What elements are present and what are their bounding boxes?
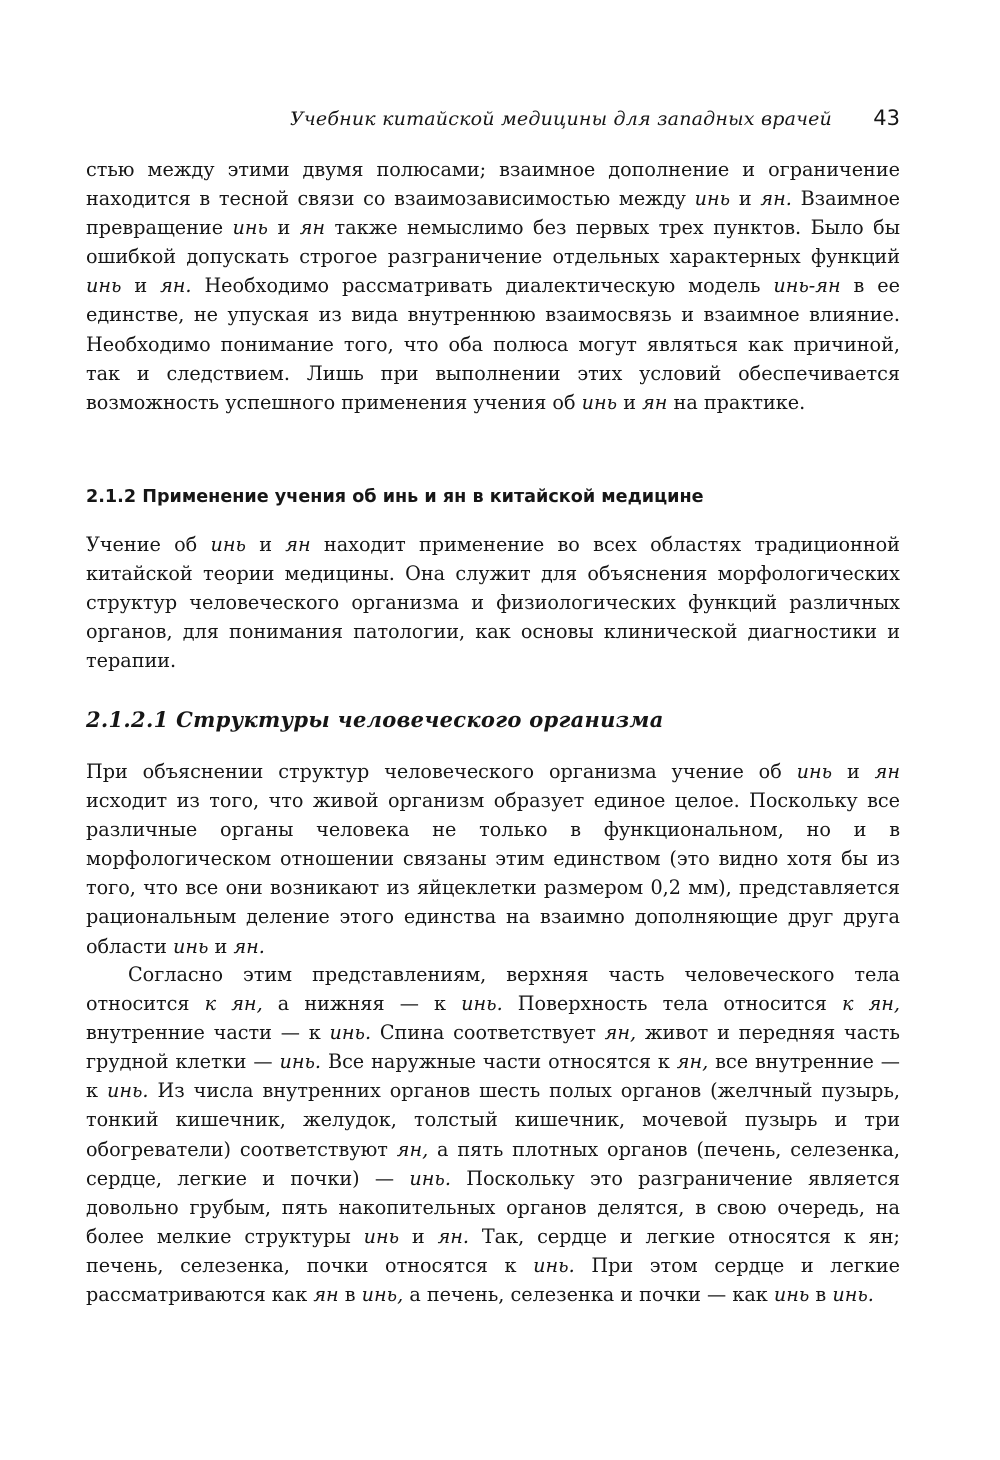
section-heading-2-1-2: 2.1.2 Применение учения об инь и ян в китайской медицине — [86, 487, 704, 507]
italic-term: инь. — [329, 1021, 372, 1045]
italic-term: ян, — [396, 1137, 429, 1161]
italic-term: инь. — [279, 1050, 322, 1074]
italic-term: инь. — [106, 1079, 149, 1103]
italic-term: ян. — [760, 187, 792, 211]
italic-term: ян, — [604, 1021, 637, 1045]
italic-term: инь. — [832, 1283, 874, 1307]
italic-term: инь — [232, 216, 268, 240]
italic-term: инь, — [361, 1283, 404, 1307]
paragraph-body-division: Согласно этим представлениям, верхняя часть человеческого тела относится к ян, а нижняя — к инь. Поверхность тела относится к ян, внутренние части — к инь. Спина соответствует ян, живот и передняя часть грудной клетки — инь. Все наружные части относятся к ян, все внутренние — к инь. Из числа внутренних органов шесть полых органов (желчный пузырь, тонкий кишечник, желудок, толстый кишечник, мочевой пузырь и три обогреватели) соответствуют ян, а пять плотных органов (печень, селезенка, сердце, легкие и почки) — инь. Поскольку это разграничение является довольно грубым, пять накопительных органов делятся, в свою очередь, на более мелкие структуры инь и ян. Так, сердце и легкие относятся к ян; печень, селезенка, почки относятся к инь. При этом сердце и легкие рассматриваются как ян в инь, а печень, селезенка и почки — как инь в инь. — [86, 963, 901, 1307]
italic-term: инь — [172, 934, 209, 958]
italic-term: ян — [299, 216, 326, 240]
italic-term: инь — [581, 390, 618, 414]
italic-term: ян — [642, 390, 668, 414]
running-title: Учебник китайской медицины для западных врачей — [289, 108, 832, 130]
italic-term: инь — [363, 1224, 400, 1248]
italic-term: инь — [210, 533, 246, 556]
italic-term: инь — [773, 1283, 810, 1307]
italic-term: ян — [874, 760, 900, 783]
italic-term: к ян, — [841, 992, 901, 1016]
running-header — [86, 106, 900, 140]
italic-term: ян. — [233, 934, 265, 958]
italic-term: инь. — [409, 1166, 451, 1190]
italic-term: ян. — [160, 274, 192, 298]
section-heading-2-1-2-1: 2.1.2.1 Структуры человеческого организма — [86, 707, 664, 732]
italic-term: инь — [796, 760, 833, 783]
italic-term: ян, — [676, 1050, 709, 1074]
italic-term: к ян, — [204, 992, 263, 1016]
paragraph-application: Учение об инь и ян находит применение во всех областях традиционной китайской теории медицины. Она служит для объяснения морфологических структур человеческого организма и физиологических функций различных органов, для понимания патологии, как основы клинической диагностики и терапии. — [86, 533, 900, 673]
italic-term: инь-ян — [773, 274, 841, 298]
italic-term: инь — [86, 274, 122, 298]
italic-term: ян — [285, 533, 311, 556]
italic-term: инь — [694, 187, 731, 211]
italic-term: инь. — [533, 1253, 575, 1277]
italic-term: инь. — [461, 992, 503, 1016]
page-number: 43 — [873, 106, 900, 130]
paragraph-structures: При объяснении структур человеческого организма учение об инь и ян исходит из того, что живой организм образует единое целое. Поскольку все различные органы человека не только в функциональном, но и в морфологическом отношении связаны этим единством (это видно хотя бы из того, что все они возникают из яйцеклетки размером 0,2 мм), представляется рациональным деление этого единства на взаимно дополняющие друг друга области инь и ян. — [86, 760, 900, 958]
italic-term: ян — [313, 1283, 339, 1307]
paragraph-continuation: стью между этими двумя полюсами; взаимное дополнение и ограничение находится в тесной связи со взаимозависимостью между инь и ян. Взаимное превращение инь и ян также немыслимо без первых трех пунктов. Было бы ошибкой допускать строгое разграничение отдельных характерных функций инь и ян. Необходимо рассматривать диалектическую модель инь-ян в ее единстве, не упуская из вида внутреннюю взаимосвязь и взаимное влияние. Необходимо понимание того, что оба полюса могут являться как причиной, так и следствием. Лишь при выполнении этих условий обеспечивается возможность успешного применения учения об инь и ян на практике. — [86, 158, 900, 414]
italic-term: ян. — [437, 1224, 470, 1248]
